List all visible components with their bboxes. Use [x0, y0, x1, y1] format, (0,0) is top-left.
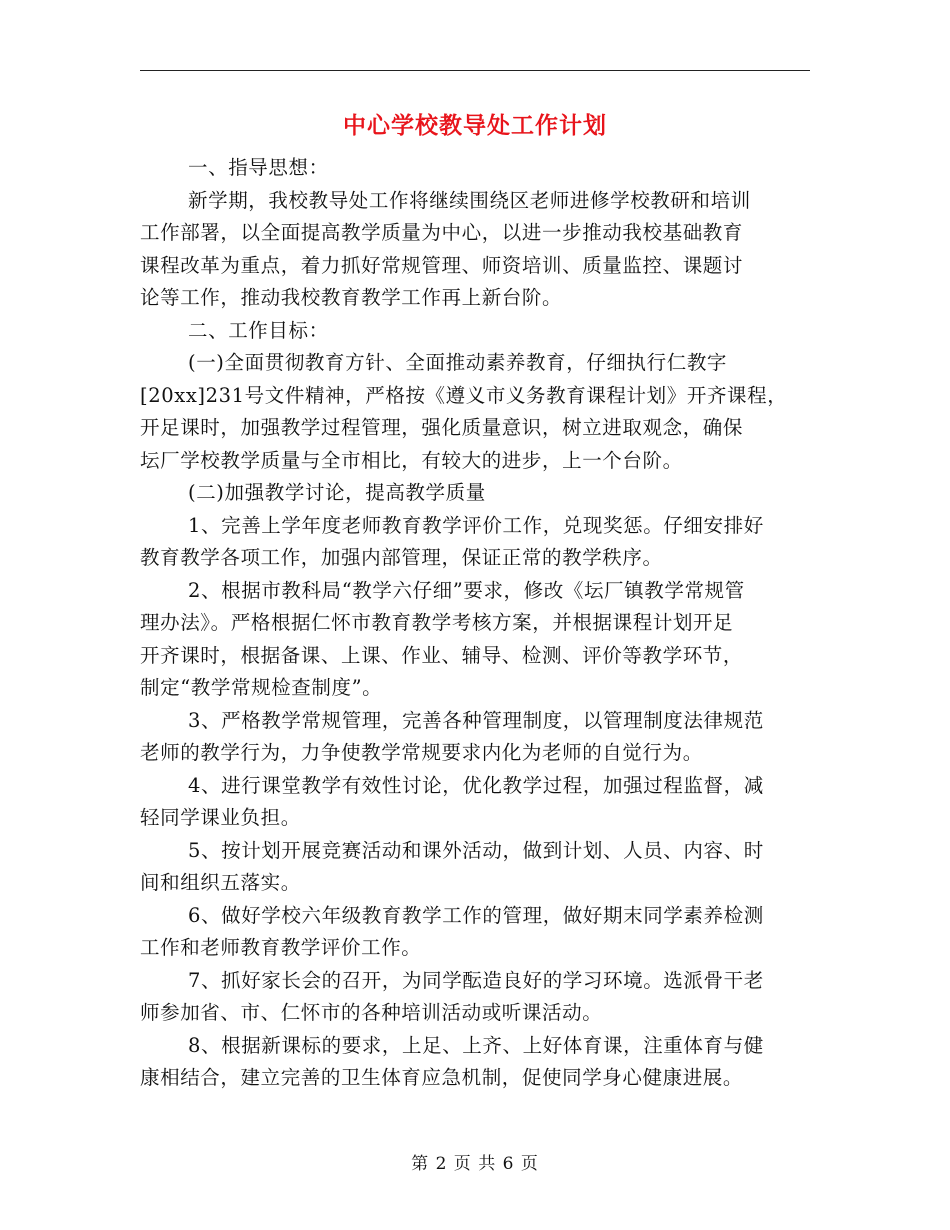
- text-line: 轻同学课业负担。: [140, 806, 301, 829]
- text-line: (二)加强教学讨论，提高教学质量: [188, 481, 486, 504]
- text-line: 康相结合，建立完善的卫生体育应急机制，促使同学身心健康进展。: [140, 1066, 744, 1089]
- text-line: 论等工作，推动我校教育教学工作再上新台阶。: [140, 286, 563, 309]
- text-line: 老师的教学行为，力争使教学常规要求内化为老师的自觉行为。: [140, 741, 703, 764]
- text-line: (一)全面贯彻教育方针、全面推动素养教育，仔细执行仁教字: [188, 351, 728, 374]
- text-line: 制定“教学常规检查制度”。: [140, 676, 383, 699]
- text-line: [20xx]231号文件精神，严格按《遵义市义务教育课程计划》开齐课程，: [140, 383, 788, 407]
- text-line: 二、工作目标：: [188, 318, 329, 342]
- text-line: 一、指导思想：: [188, 156, 329, 179]
- header-rule: [140, 70, 810, 71]
- document-body: [140, 152, 820, 1095]
- text-line: 4、进行课堂教学有效性讨论，优化教学过程，加强过程监督，减: [188, 773, 764, 797]
- text-line: 开齐课时，根据备课、上课、作业、辅导、检测、评价等教学环节，: [140, 643, 744, 667]
- text-line: 坛厂学校教学质量与全市相比，有较大的进步，上一个台阶。: [140, 448, 683, 472]
- text-line: 教育教学各项工作，加强内部管理，保证正常的教学秩序。: [140, 546, 663, 569]
- text-line: 2、根据市教科局“教学六仔细”要求，修改《坛厂镇教学常规管: [188, 578, 745, 602]
- text-line: 新学期，我校教导处工作将继续围绕区老师进修学校教研和培训: [188, 188, 751, 212]
- page-number: 第 2 页 共 6 页: [411, 1154, 539, 1174]
- text-line: 课程改革为重点，着力抓好常规管理、师资培训、质量监控、课题讨: [140, 253, 744, 277]
- text-line: 工作和老师教育教学评价工作。: [140, 936, 422, 959]
- text-line: 6、做好学校六年级教育教学工作的管理，做好期末同学素养检测: [188, 903, 764, 927]
- document-title: 中心学校教导处工作计划: [343, 112, 607, 139]
- text-line: 间和组织五落实。: [140, 871, 301, 894]
- text-line: 7、抓好家长会的召开，为同学酝造良好的学习环境。选派骨干老: [188, 968, 764, 992]
- text-line: 3、严格教学常规管理，完善各种管理制度，以管理制度法律规范: [188, 708, 764, 732]
- text-line: 8、根据新课标的要求，上足、上齐、上好体育课，注重体育与健: [188, 1033, 764, 1057]
- text-line: 理办法》。严格根据仁怀市教育教学考核方案，并根据课程计划开足: [140, 611, 734, 634]
- text-line: 5、按计划开展竞赛活动和课外活动，做到计划、人员、内容、时: [188, 838, 764, 862]
- text-line: 工作部署，以全面提高教学质量为中心，以进一步推动我校基础教育: [140, 221, 744, 244]
- text-line: 1、完善上学年度老师教育教学评价工作，兑现奖惩。仔细安排好: [188, 513, 764, 537]
- text-line: 师参加省、市、仁怀市的各种培训活动或听课活动。: [140, 1001, 603, 1024]
- text-line: 开足课时，加强教学过程管理，强化质量意识，树立进取观念，确保: [140, 416, 744, 439]
